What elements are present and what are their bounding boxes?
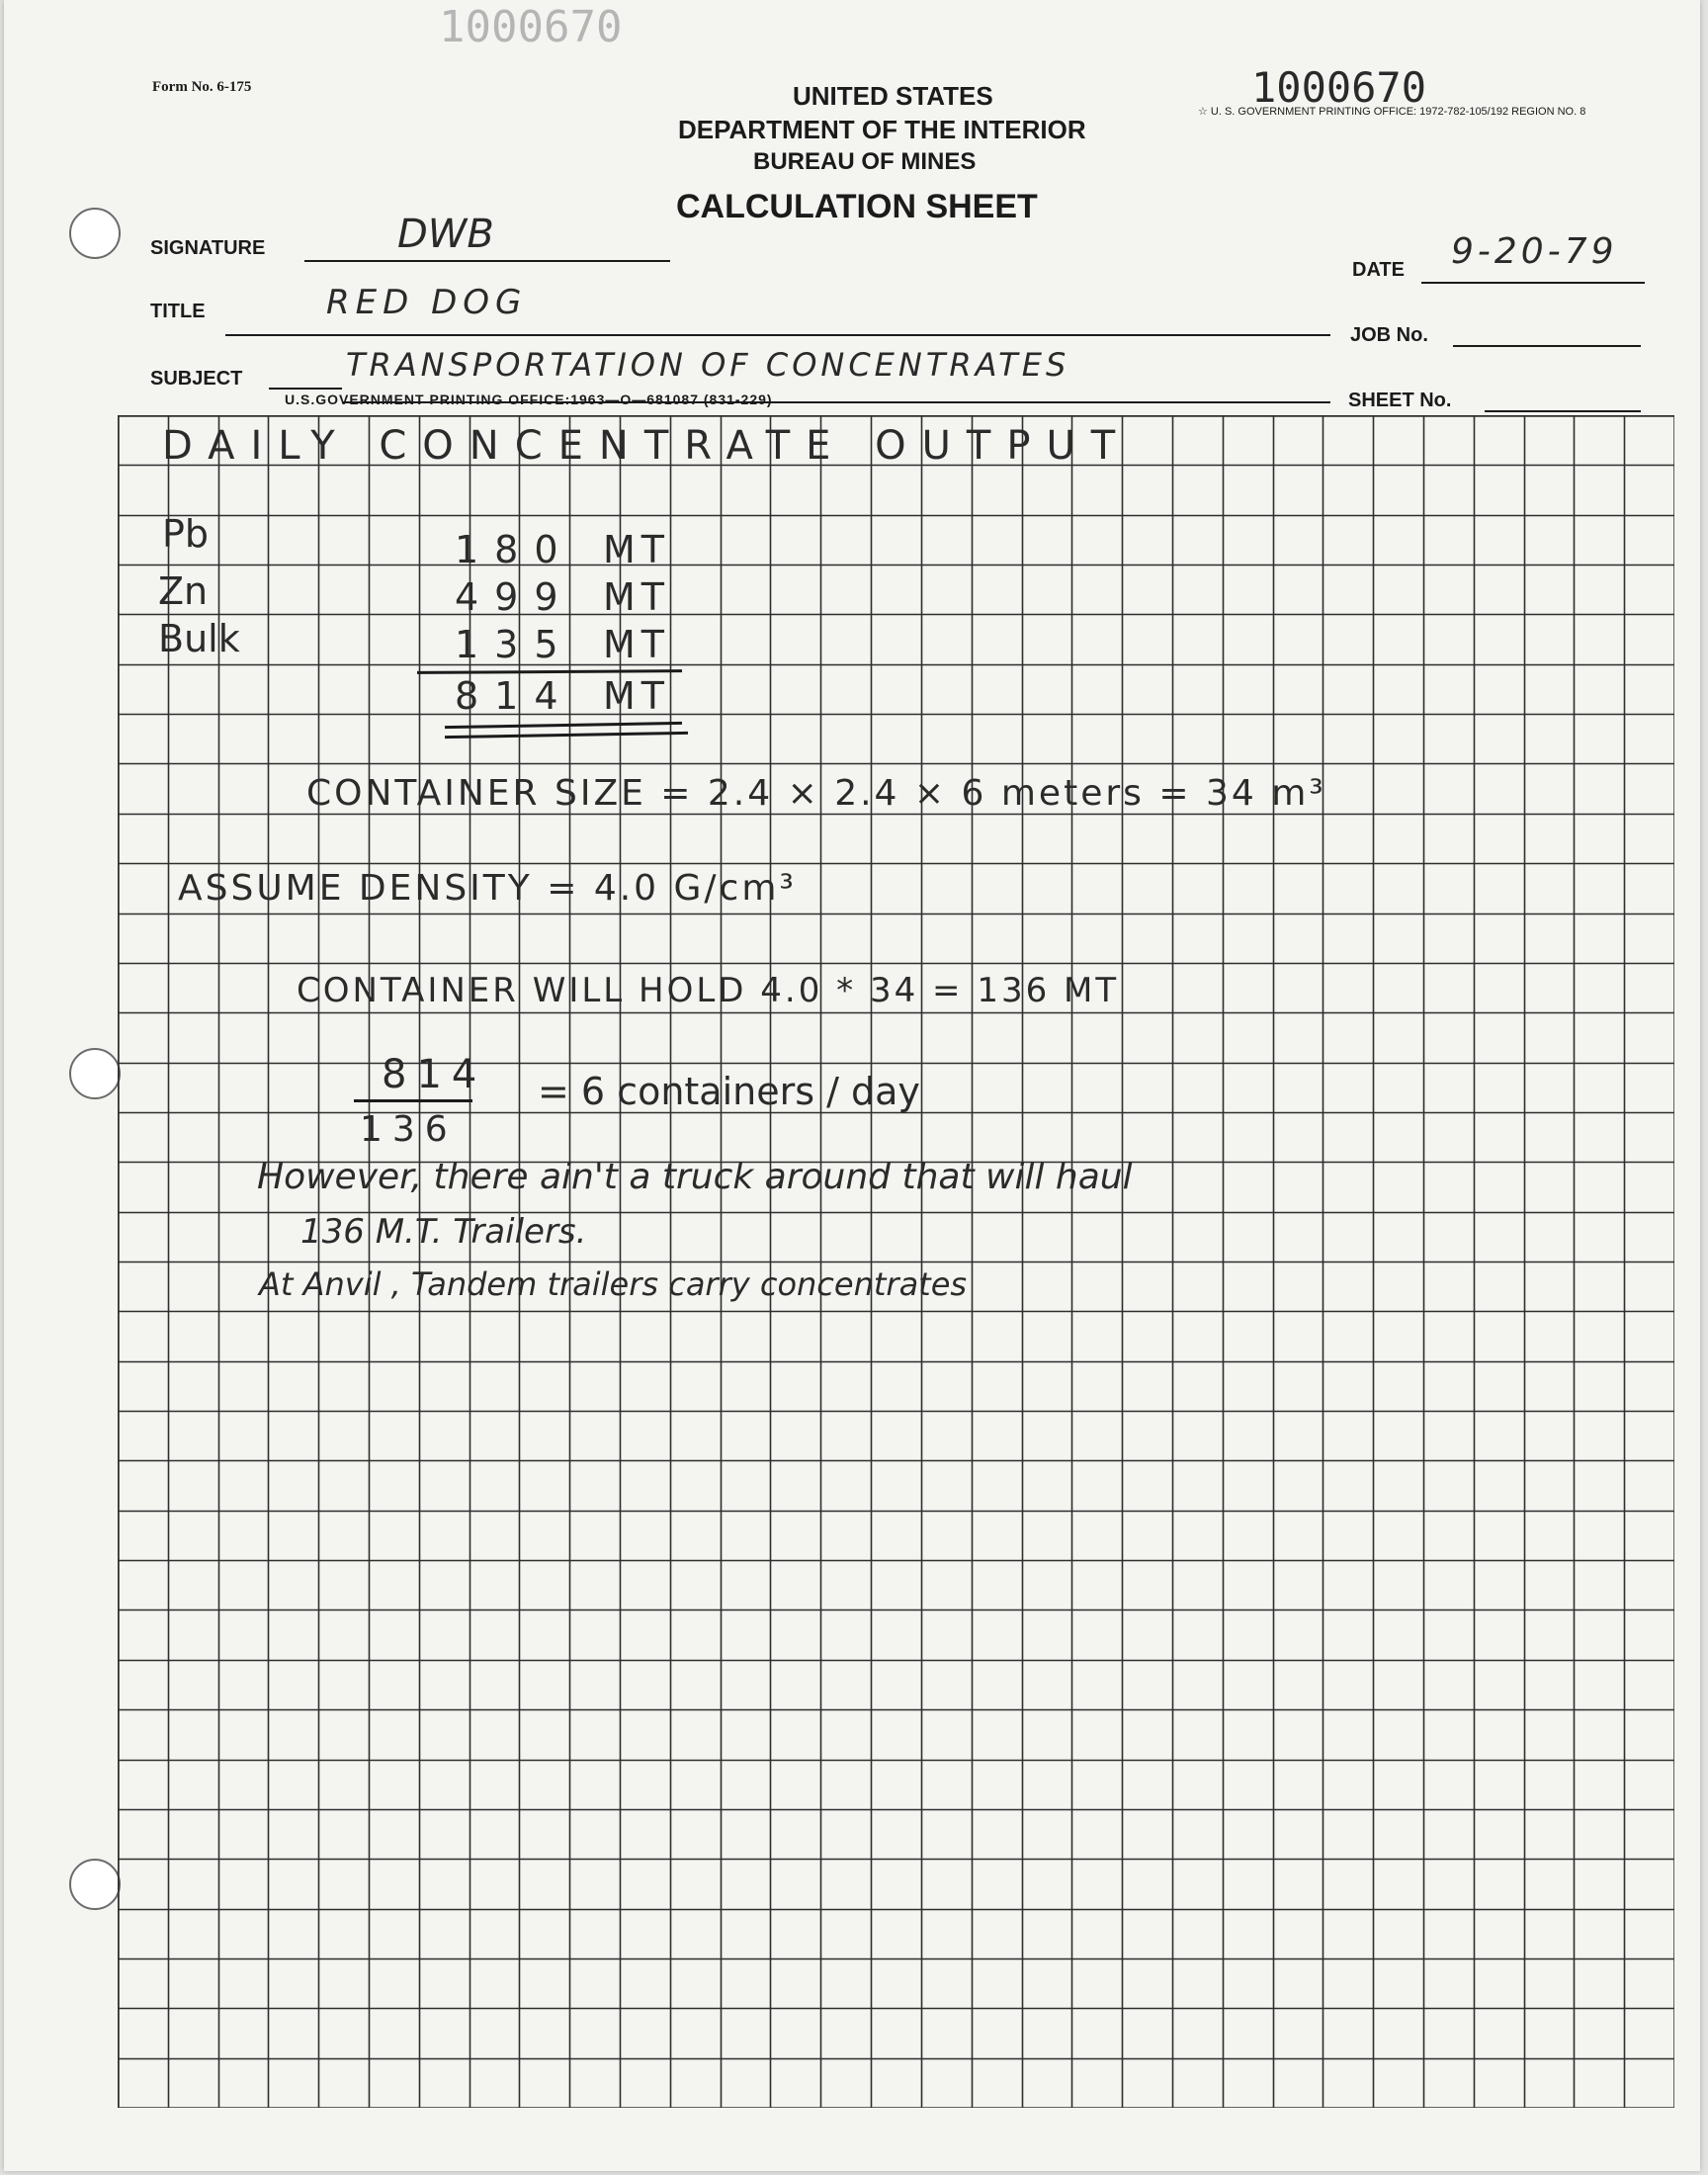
faint-document-number: 1000670 — [439, 2, 623, 52]
signature-value: DWB — [397, 212, 494, 257]
gpo-imprint-top: ☆ U. S. GOVERNMENT PRINTING OFFICE: 1972-782-105/192 REGION NO. 8 — [1198, 106, 1586, 118]
output-row-value: 499 — [455, 575, 574, 619]
job-number-line — [1453, 345, 1641, 347]
subject-line-start — [269, 388, 342, 390]
density-line: ASSUME DENSITY = 4.0 G/cm³ — [178, 868, 797, 909]
title-label: TITLE — [150, 301, 206, 322]
punch-hole — [69, 1048, 121, 1099]
punch-hole — [69, 1859, 121, 1910]
container-size-line: CONTAINER SIZE = 2.4 × 2.4 × 6 meters = 34 m³ — [306, 773, 1326, 814]
output-row-value: 135 — [455, 623, 574, 666]
calc-heading: DAILY CONCENTRATE OUTPUT — [162, 423, 1132, 469]
graph-grid — [118, 415, 1674, 2108]
fraction-bar — [354, 1099, 472, 1102]
note-line-3: At Anvil , Tandem trailers carry concentrates — [259, 1265, 968, 1303]
form-number: Form No. 6-175 — [152, 79, 252, 95]
output-row-unit: MT — [603, 575, 670, 619]
output-row-unit: MT — [603, 528, 670, 571]
sheet-number-label: SHEET No. — [1348, 390, 1452, 411]
subject-label: SUBJECT — [150, 368, 243, 390]
output-row-unit: MT — [603, 623, 670, 666]
sheet-title: CALCULATION SHEET — [676, 188, 1038, 225]
fraction-numerator: 814 — [382, 1052, 487, 1097]
signature-line — [304, 260, 670, 262]
signature-label: SIGNATURE — [150, 237, 266, 259]
agency-line-3: BUREAU OF MINES — [753, 148, 977, 175]
subject-value: TRANSPORTATION OF CONCENTRATES — [346, 346, 1070, 384]
total-unit: MT — [603, 674, 670, 718]
gpo-imprint-bottom: U.S.GOVERNMENT PRINTING OFFICE:1963—O—681087 (831-229) — [285, 392, 773, 407]
date-value: 9-20-79 — [1451, 231, 1618, 272]
note-line-1: However, there ain't a truck around that will haul — [257, 1157, 1133, 1197]
fraction-denominator: 136 — [360, 1109, 458, 1150]
output-row-label: Bulk — [158, 617, 240, 660]
output-row-value: 180 — [455, 528, 574, 571]
note-line-2: 136 M.T. Trailers. — [300, 1212, 587, 1252]
total-value: 814 — [455, 674, 574, 718]
date-label: DATE — [1352, 259, 1405, 281]
fraction-result: = 6 containers / day — [538, 1070, 920, 1113]
calculation-sheet — [4, 0, 1700, 2171]
sheet-number-line — [1485, 410, 1641, 412]
container-hold-line: CONTAINER WILL HOLD 4.0 * 34 = 136 MT — [297, 971, 1120, 1010]
agency-line-1: UNITED STATES — [793, 81, 993, 111]
date-line — [1421, 282, 1645, 284]
title-value: RED DOG — [326, 283, 528, 322]
title-line — [225, 334, 1330, 336]
job-number-label: JOB No. — [1350, 324, 1428, 346]
grid-lines — [118, 415, 1674, 2108]
agency-line-2: DEPARTMENT OF THE INTERIOR — [678, 115, 1086, 144]
output-row-label: Zn — [158, 569, 209, 613]
punch-hole — [69, 208, 121, 259]
output-row-label: Pb — [162, 512, 210, 556]
document-number: 1000670 — [1251, 63, 1427, 112]
